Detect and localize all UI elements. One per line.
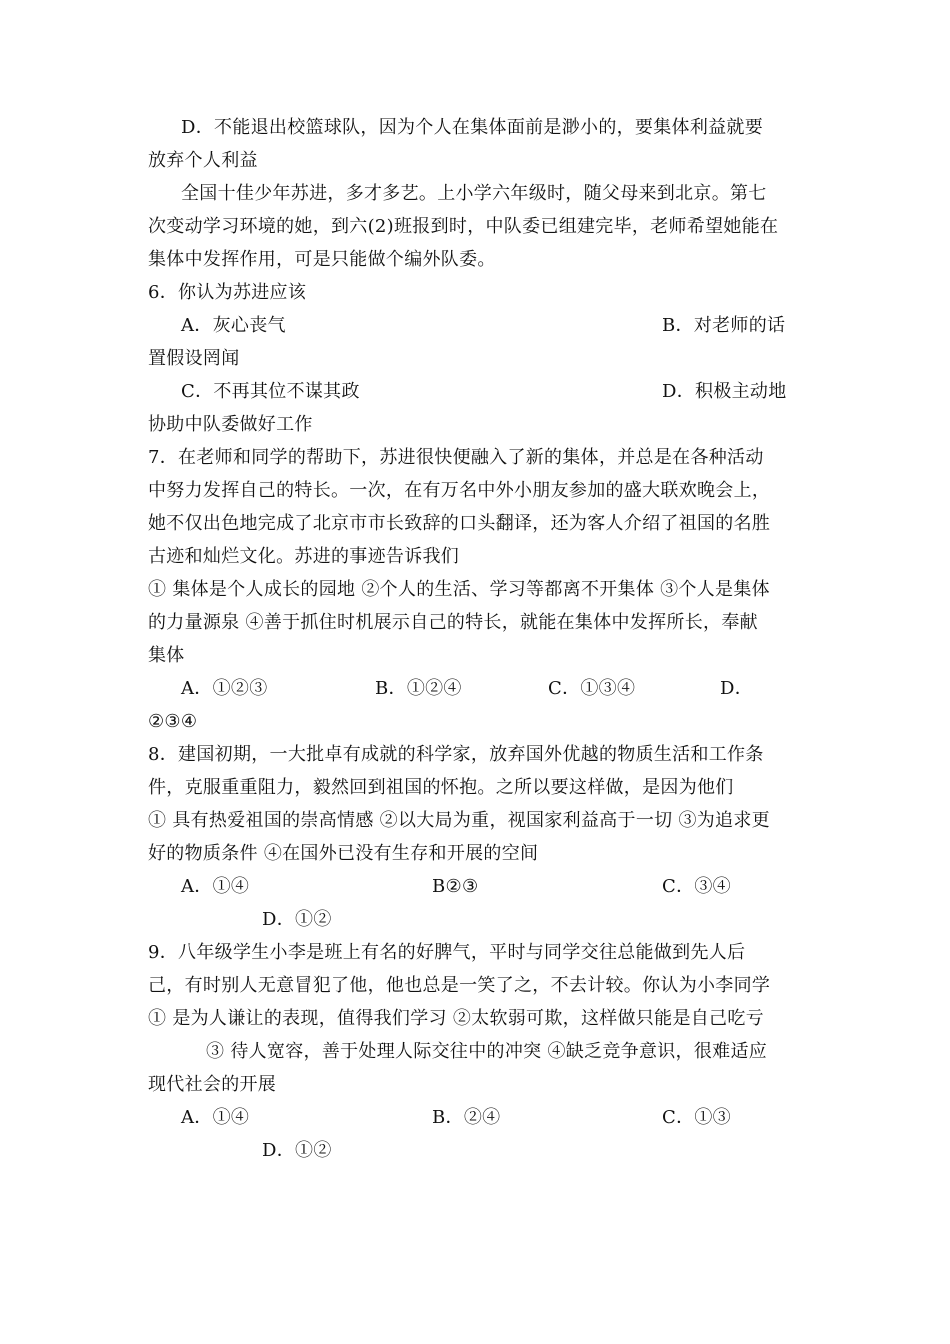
- option-d-cont: 协助中队委做好工作: [148, 414, 313, 435]
- option-d: D．①②: [262, 909, 332, 930]
- option-a: A．灰心丧气: [181, 315, 286, 336]
- text-line: 集体中发挥作用，可是只能做个编外队委。: [148, 249, 496, 270]
- text-line: 件，克服重重阻力，毅然回到祖国的怀抱。之所以要这样做，是因为他们: [148, 777, 734, 798]
- option-b: B②③: [432, 876, 479, 897]
- option-b-cont: 置假设罔闻: [148, 348, 240, 369]
- text-line: ① 具有热爱祖国的崇高情感 ②以大局为重，视国家利益高于一切 ③为追求更: [148, 810, 770, 831]
- question-8: 8．建国初期，一大批卓有成就的科学家，放弃国外优越的物质生活和工作条: [148, 744, 764, 765]
- option-d: D．积极主动地: [662, 381, 787, 402]
- text-line: ③ 待人宽容，善于处理人际交往中的冲突 ④缺乏竞争意识，很难适应: [206, 1041, 768, 1062]
- text-line: 的力量源泉 ④善于抓住时机展示自己的特长，就能在集体中发挥所长，奉献: [148, 612, 758, 633]
- option-a: A．①②③: [181, 678, 268, 699]
- text-line: 现代社会的开展: [148, 1074, 277, 1095]
- text-line: 己，有时别人无意冒犯了他，他也总是一笑了之，不去计较。你认为小李同学: [148, 975, 771, 996]
- option-d: D．①②: [262, 1140, 332, 1161]
- question-6: 6．你认为苏进应该: [148, 282, 307, 303]
- option-c: C．①③: [662, 1107, 731, 1128]
- text-line: 次变动学习环境的她，到六(2)班报到时，中队委已组建完毕，老师希望她能在: [148, 216, 779, 237]
- text-line: 古迹和灿烂文化。苏进的事迹告诉我们: [148, 546, 460, 567]
- text-line: 好的物质条件 ④在国外已没有生存和开展的空间: [148, 843, 539, 864]
- option-a: A．①④: [181, 1107, 250, 1128]
- option-b: B．①②④: [375, 678, 462, 699]
- text-line: 全国十佳少年苏进，多才多艺。上小学六年级时，随父母来到北京。第七: [181, 183, 767, 204]
- question-7: 7．在老师和同学的帮助下，苏进很快便融入了新的集体，并总是在各种活动: [148, 447, 764, 468]
- text-line: 她不仅出色地完成了北京市市长致辞的口头翻译，还为客人介绍了祖国的名胜: [148, 513, 771, 534]
- option-a: A．①④: [181, 876, 250, 897]
- option-b: B．对老师的话: [662, 315, 786, 336]
- text-line: D．不能退出校篮球队，因为个人在集体面前是渺小的，要集体利益就要: [181, 117, 764, 138]
- text-line: 放弃个人利益: [148, 150, 258, 171]
- text-line: 中努力发挥自己的特长。一次，在有万名中外小朋友参加的盛大联欢晚会上，: [148, 480, 771, 501]
- text-line: 集体: [148, 645, 185, 666]
- option-c: C．①③④: [548, 678, 636, 699]
- option-b: B．②④: [432, 1107, 501, 1128]
- option-c: C．不再其位不谋其政: [181, 381, 360, 402]
- question-9: 9．八年级学生小李是班上有名的好脾气，平时与同学交往总能做到先人后: [148, 942, 746, 963]
- text-line: ① 是为人谦让的表现，值得我们学习 ②太软弱可欺，这样做只能是自己吃亏: [148, 1008, 764, 1029]
- option-c: C．③④: [662, 876, 731, 897]
- option-d: D．: [720, 678, 754, 699]
- text-line: ① 集体是个人成长的园地 ②个人的生活、学习等都离不开集体 ③个人是集体: [148, 579, 770, 600]
- option-d-cont: ②③④: [148, 711, 198, 732]
